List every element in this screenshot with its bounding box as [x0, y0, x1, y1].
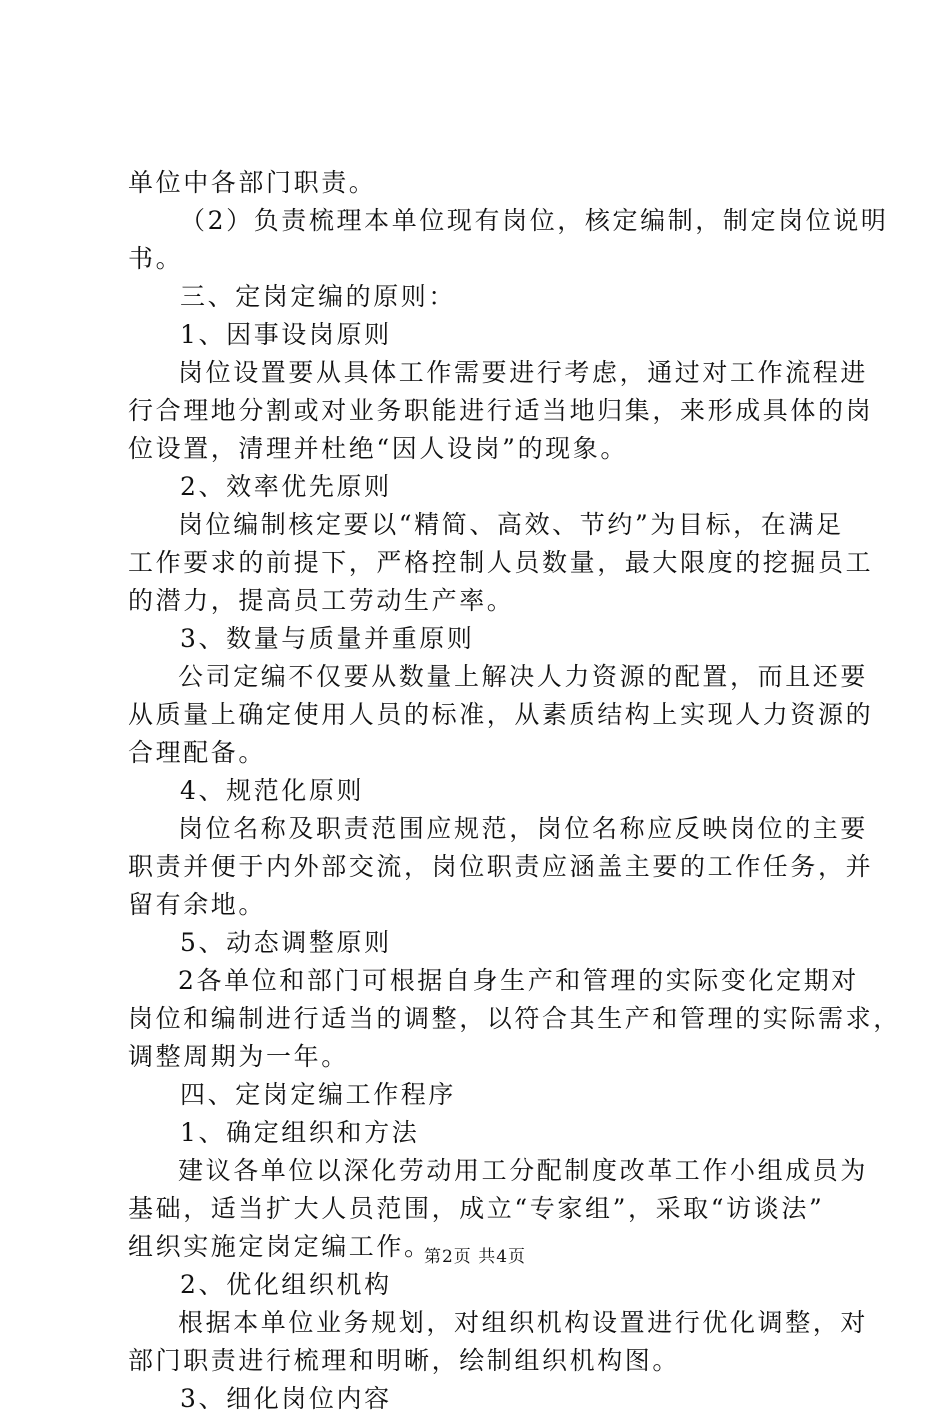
text-line: 公司定编不仅要从数量上解决人力资源的配置，而且还要 — [178, 662, 869, 691]
text-line: 调整周期为一年。 — [128, 1042, 349, 1071]
section-heading: 四、定岗定编工作程序 — [180, 1080, 457, 1109]
subsection-heading: 1、确定组织和方法 — [180, 1118, 420, 1147]
subsection-heading: 3、细化岗位内容 — [180, 1384, 392, 1413]
document-body — [128, 164, 901, 1418]
text-line: 位设置，清理并杜绝“因人设岗”的现象。 — [128, 434, 628, 463]
text-line: 基础，适当扩大人员范围，成立“专家组”，采取“访谈法” — [128, 1194, 825, 1223]
text-line: 岗位和编制进行适当的调整，以符合其生产和管理的实际需求， — [128, 1004, 901, 1033]
subsection-heading: 5、动态调整原则 — [180, 928, 392, 957]
text-line: 行合理地分割或对业务职能进行适当地归集，来形成具体的岗 — [128, 396, 874, 425]
page-footer: 第2页 共4页 — [423, 1247, 527, 1267]
text-line: 根据本单位业务规划，对组织机构设置进行优化调整，对 — [178, 1308, 869, 1337]
text-line: 单位中各部门职责。 — [128, 168, 377, 197]
text-line: 职责并便于内外部交流，岗位职责应涵盖主要的工作任务，并 — [128, 852, 874, 881]
subsection-heading: 1、因事设岗原则 — [180, 320, 392, 349]
subsection-heading: 2、效率优先原则 — [180, 472, 392, 501]
text-line: 从质量上确定使用人员的标准，从素质结构上实现人力资源的 — [128, 700, 874, 729]
text-line: 书。 — [128, 244, 184, 273]
text-line: 2各单位和部门可根据自身生产和管理的实际变化定期对 — [178, 966, 859, 995]
text-line: 岗位设置要从具体工作需要进行考虑，通过对工作流程进 — [178, 358, 869, 387]
text-line: 组织实施定岗定编工作。 — [128, 1232, 432, 1261]
subsection-heading: 3、数量与质量并重原则 — [180, 624, 475, 653]
text-line: 留有余地。 — [128, 890, 267, 919]
text-line: 岗位编制核定要以“精简、高效、节约”为目标，在满足 — [178, 510, 844, 539]
subsection-heading: 2、优化组织机构 — [180, 1270, 392, 1299]
text-line: （2）负责梳理本单位现有岗位，核定编制，制定岗位说明 — [180, 206, 889, 235]
subsection-heading: 4、规范化原则 — [180, 776, 365, 805]
text-line: 部门职责进行梳理和明晰，绘制组织机构图。 — [128, 1346, 681, 1375]
text-line: 岗位名称及职责范围应规范，岗位名称应反映岗位的主要 — [178, 814, 869, 843]
text-line: 的潜力，提高员工劳动生产率。 — [128, 586, 515, 615]
section-heading: 三、定岗定编的原则： — [180, 282, 457, 311]
text-line: 合理配备。 — [128, 738, 267, 767]
text-line: 建议各单位以深化劳动用工分配制度改革工作小组成员为 — [178, 1156, 869, 1185]
text-line: 工作要求的前提下，严格控制人员数量，最大限度的挖掘员工 — [128, 548, 874, 577]
